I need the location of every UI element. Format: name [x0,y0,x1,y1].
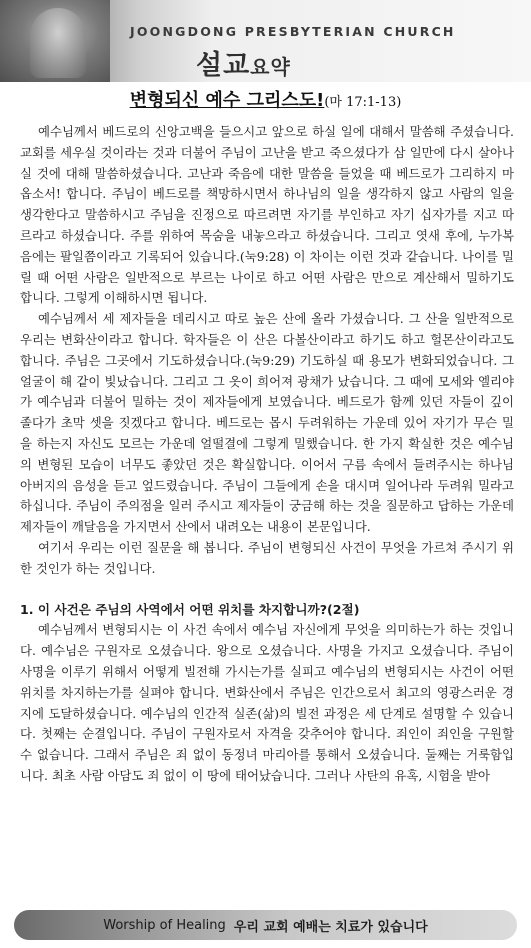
section-title-main: 설교 [196,50,251,81]
paragraph: 예수님께서 세 제자들을 데리시고 따로 높은 산에 올라 가셨습니다. 그 산을 일반적으로 우리는 변화산이라고 합니다. 학자들은 이 산은 다볼산이라고 하기도 하고 헐몬산이라고도 합니다. 주님은 그곳에서 기도하셨습니다.(눅9:29) 기도하실 때 용모가 변화되었습니다. 그 얼굴이 해 같이 빛났습니다. 그리고 그 옷이 희어져 광채가 났습니다. 그 때에 모세와 엘리야가 예수님과 더불어 밀하는 것이 제자들에게 보였습니다. 베드로가 함께 있던 자들이 깊이 졸다가 초막 셋을 짓겠다고 합니다. 베드로는 몹시 두려워하는 가운데 있어 자기가 무슨 밀을 하는지 자신도 모르는 가운데 얼떨결에 그렇게 밀했습니다. 한 가지 확실한 것은 예수님의 변형된 모습이 너무도 좋았던 것은 확실합니다. 이어서 구름 속에서 들려주시는 하나님 아버지의 음성을 듣고 엎드렸습니다. 주님이 그들에게 손을 대시며 일어나라 두려워 밀라고 하십니다. 주님이 주의점을 일러 주시고 제자들이 궁금해 하는 것을 질문하고 답하는 가운데 제자들이 깨달음을 가지면서 산에서 내려오는 내용이 본문입니다. [20,311,514,535]
section-title [196,43,291,82]
sermon-title [0,86,531,112]
church-name: JOONGDONG PRESBYTERIAN CHURCH [130,24,456,39]
footer-english-slogan: Worship of Healing [103,917,226,933]
header-photo [0,0,110,82]
sermon-body [20,122,514,787]
section-title-sub: 요약 [250,55,291,79]
paragraph: 여기서 우리는 이런 질문을 해 봅니다. 주님이 변형되신 사건이 무엇을 가르쳐 주시기 위한 것인가 하는 것입니다. [20,539,514,576]
footer-korean-slogan: 우리 교회 예배는 치료가 있습니다 [233,919,428,935]
section-heading: 1. 이 사건은 주님의 사역에서 어떤 위치를 차지합니까?(2절) [20,601,360,617]
footer-banner [14,910,517,940]
praying-figure-image [30,8,86,78]
header [0,0,531,96]
paragraph: 예수님께서 변형되시는 이 사건 속에서 예수님 자신에게 무엇을 의미하는가 하는 것입니다. 예수님은 구원자로 오셨습니다. 왕으로 오셨습니다. 사명을 가지고 오셨습니다. 주님이 사명을 이루기 위해서 어떻게 빌전해 가시는가를 실피고 예수님의 변형되시는 사건이 어떤 위치를 차지하는가를 실펴야 합니다. 변화산에서 주님은 인간으로서 최고의 영광스러운 경지에 도달하셨습니다. 예수님의 인간적 실존(삶)의 빌전 과정은 세 단계로 설명할 수 있습니다. 첫째는 순결입니다. 주님이 구원자로서 자격을 갖추어야 합니다. 죄인이 죄인을 구원할 수 없습니다. 그래서 주님은 죄 없이 동정녀 마리아를 통해서 오셨습니다. 둘째는 거룩함입니다. 최초 사람 아담도 죄 없이 이 땅에 태어났습니다. 그러나 사탄의 유혹, 시험을 받아 [20,622,514,783]
paragraph: 예수님께서 베드로의 신앙고백을 들으시고 앞으로 하실 일에 대해서 말씀해 주셨습니다. 교회를 세우실 것이라는 것과 더불어 주님이 고난을 받고 죽으셨다가 삼 일만에 다시 살아나실 것에 대해 말씀하셨습니다. 고난과 죽음에 대한 말씀을 들었을 때 베드로가 그리하지 마옵소서! 합니다. 주님이 베드로를 책망하시면서 하나님의 일을 생각하지 않고 사람의 일을 생각한다고 말씀하시고 주님을 진정으로 따르려면 자기를 부인하고 자기 십자가를 지고 따르라고 하셨습니다. 주를 위하여 목숨을 내놓으라고 하셨습니다. 그리고 엿새 후에, 누가복음에는 팔일쯤이라고 기록되어 있습니다.(눅9:28) 이 차이는 이런 것과 같습니다. 나이를 밀릴 때 어떤 사람은 일반적으로 부르는 나이로 하고 어떤 사람은 만으로 계산해서 밀하기도 합니다. 그렇게 이해하시면 됩니다. [20,124,514,306]
sermon-title-text: 변형되신 예수 그리스도! [129,90,325,111]
scripture-reference: (마 17:1-13) [324,95,402,110]
